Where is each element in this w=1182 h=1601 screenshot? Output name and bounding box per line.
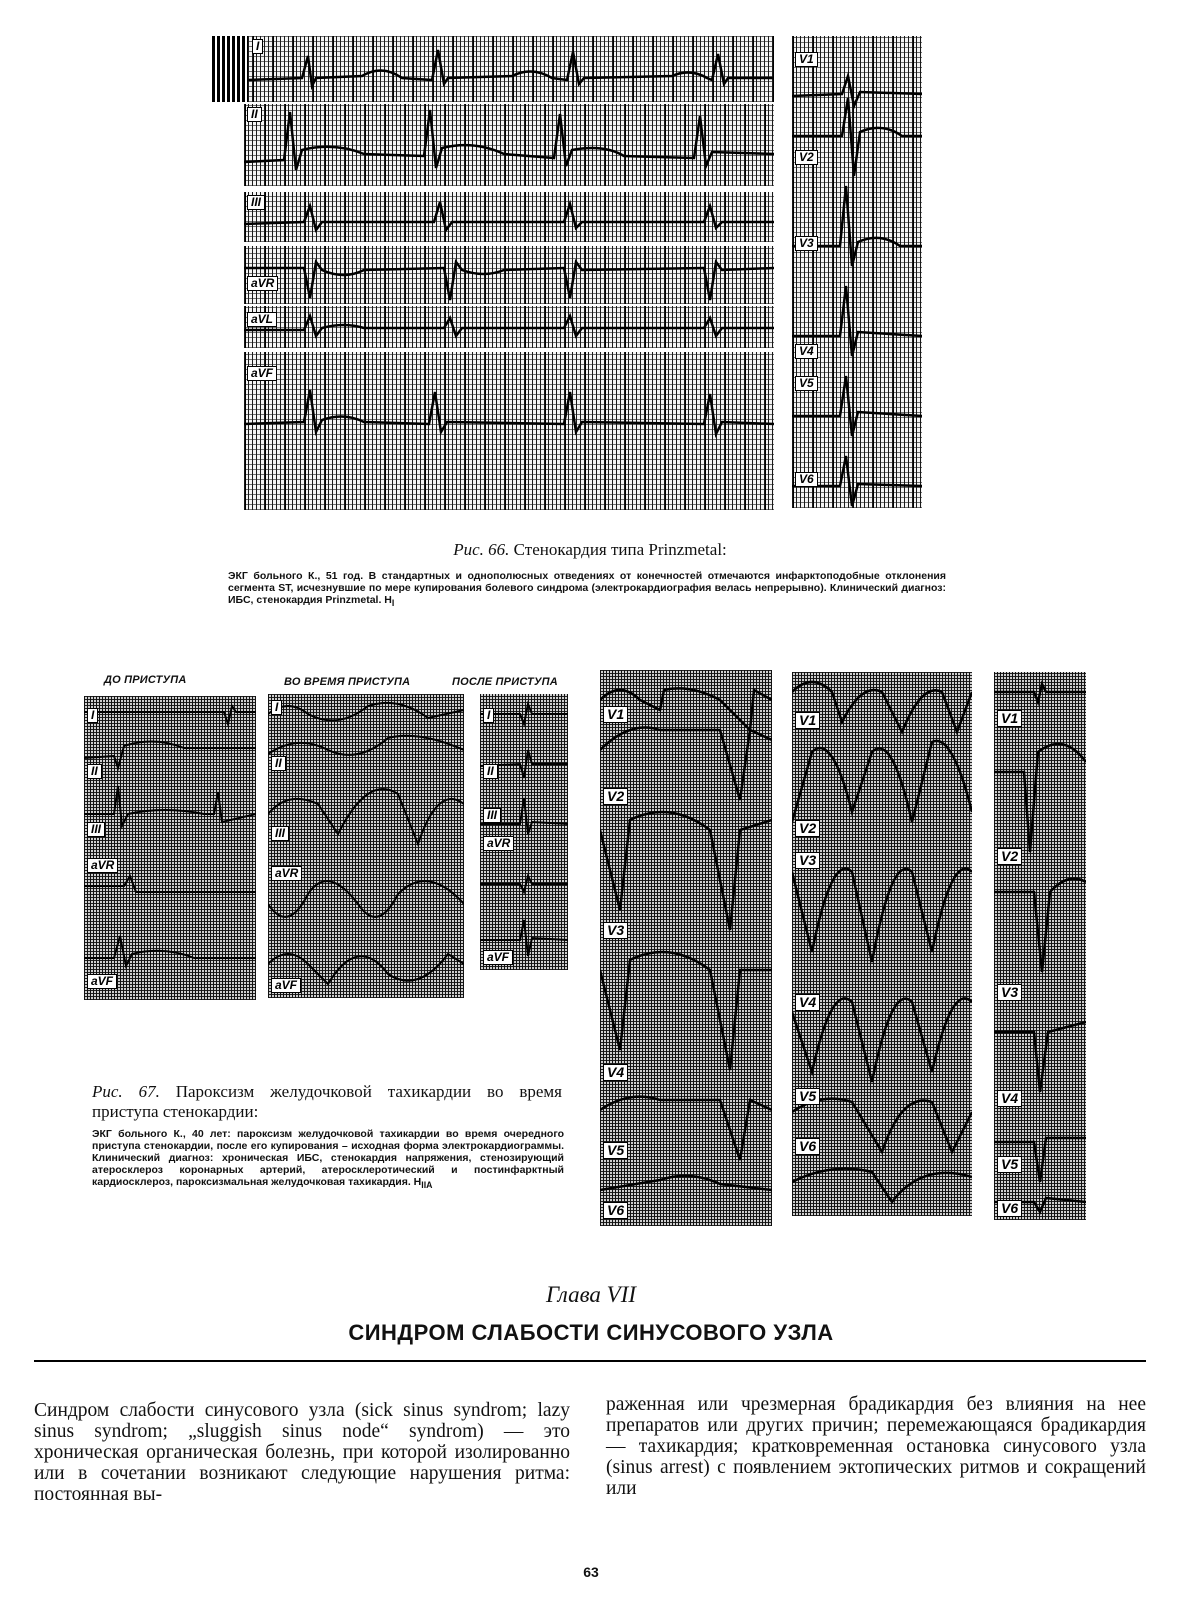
- lead-label: V1: [603, 706, 628, 723]
- figure-67-caption-body: [92, 1128, 564, 1191]
- ecg-trace: [212, 36, 774, 102]
- lead-label: aVR: [271, 866, 302, 881]
- lead-label: V5: [795, 1088, 820, 1105]
- ecg-strip-aVR: [244, 246, 774, 304]
- lead-label: V1: [997, 710, 1022, 727]
- caption-text: ЭКГ больного К., 51 год. В стандартных и однополюсных отведениях от конечностей отмечаются инфарктоподобные отклонения сегмента ST, исчезнувшие по мере купирования болевого синдрома (электрокардиография велась непрерывно). Клинический диагноз: ИБС, стенокардия Prinzmetal. H: [228, 570, 946, 606]
- ecg-chest-column: [792, 36, 922, 508]
- figure-66-caption-body: [228, 570, 946, 609]
- ecg-chest-after: [994, 672, 1086, 1220]
- lead-label: V2: [795, 150, 818, 165]
- lead-label: V2: [603, 788, 628, 805]
- lead-label: V6: [795, 1138, 820, 1155]
- lead-label: V5: [795, 376, 818, 391]
- lead-label: V3: [603, 922, 628, 939]
- lead-label: V3: [997, 984, 1022, 1001]
- figure-label: Рис. 67.: [92, 1082, 160, 1101]
- lead-label: I: [252, 39, 263, 54]
- lead-label: V4: [603, 1064, 628, 1081]
- ecg-before-attack: [84, 696, 256, 1000]
- ecg-trace: [244, 306, 774, 348]
- ecg-trace: [792, 36, 922, 508]
- header-before-attack: ДО ПРИСТУПА: [104, 674, 187, 686]
- lead-label: V5: [997, 1156, 1022, 1173]
- ecg-trace: [244, 192, 774, 242]
- ecg-chest-during: [792, 672, 972, 1216]
- ecg-trace: [792, 672, 972, 1216]
- lead-label: III: [483, 808, 501, 823]
- ecg-after-attack: [480, 694, 568, 970]
- lead-label: V3: [795, 236, 818, 251]
- lead-label: aVF: [483, 950, 513, 965]
- lead-label: aVF: [87, 974, 117, 989]
- figure-66-caption-title: [240, 540, 940, 560]
- lead-label: V2: [795, 820, 820, 837]
- ecg-trace: [244, 104, 774, 186]
- figure-label: Рис. 66.: [453, 540, 510, 559]
- caption-subscript: I: [391, 598, 395, 609]
- header-after-attack: ПОСЛЕ ПРИСТУПА: [452, 676, 558, 688]
- body-column-left: Синдром слабости синусового узла (sick sinus syndrom; lazy sinus syndrom; „sluggish sinus node“ syndrom) — это хроническая органическая болезнь, при которой изолированно или в сочетании возникают следующие нарушения ритма: постоянная вы-: [34, 1400, 570, 1505]
- figure-67-caption-title: [92, 1082, 562, 1122]
- ecg-strip-aVL: [244, 306, 774, 348]
- lead-label: II: [483, 764, 498, 779]
- ecg-during-attack: [268, 694, 464, 998]
- ecg-trace: [480, 694, 568, 970]
- lead-label: III: [247, 195, 265, 210]
- ecg-chest-before: [600, 670, 772, 1226]
- lead-label: V3: [795, 852, 820, 869]
- ecg-strip-aVF: [244, 352, 774, 510]
- lead-label: aVR: [87, 858, 118, 873]
- lead-label: aVR: [483, 836, 514, 851]
- chapter-label: Глава VII: [545, 1282, 637, 1307]
- lead-label: I: [271, 700, 282, 715]
- lead-label: V4: [795, 344, 818, 359]
- ecg-strip-III: [244, 192, 774, 242]
- lead-label: V6: [603, 1202, 628, 1219]
- caption-text: ЭКГ больного К., 40 лет: пароксизм желудочковой тахикардии во время очередного приступа стенокардии, после его купирования – исходная форма электрокардиограммы. Клинический диагноз: хроническая ИБС, стенокардия напряжения, стенозирующий атеросклероз коронарных артерий, атеросклеротический и постинфарктный кардиосклероз, пароксизмальная желудочковая тахикардия. H: [92, 1128, 564, 1188]
- lead-label: II: [247, 107, 262, 122]
- chapter-title: СИНДРОМ СЛАБОСТИ СИНУСОВОГО УЗЛА: [348, 1320, 834, 1345]
- lead-label: III: [271, 826, 289, 841]
- ecg-trace: [244, 246, 774, 304]
- lead-label: V1: [795, 712, 820, 729]
- figure-title: Пароксизм желудочковой тахикардии во время приступа стенокардии:: [92, 1082, 563, 1121]
- figure-title: Стенокардия типа Prinzmetal:: [513, 540, 727, 559]
- ecg-trace: [994, 672, 1086, 1220]
- lead-label: V4: [795, 994, 820, 1011]
- lead-label: III: [87, 822, 105, 837]
- lead-label: aVF: [271, 978, 301, 993]
- ecg-strip-II: [244, 104, 774, 186]
- lead-label: aVR: [247, 276, 278, 291]
- header-during-attack: ВО ВРЕМЯ ПРИСТУПА: [284, 676, 411, 688]
- lead-label: aVL: [247, 312, 277, 327]
- ecg-trace: [244, 352, 774, 510]
- caption-subscript: IIA: [421, 1180, 433, 1191]
- lead-label: II: [87, 764, 102, 779]
- ecg-trace: [84, 696, 256, 1000]
- divider: [34, 1360, 1146, 1362]
- lead-label: V5: [603, 1142, 628, 1159]
- ecg-trace: [268, 694, 464, 998]
- lead-label: V2: [997, 848, 1022, 865]
- lead-label: V4: [997, 1090, 1022, 1107]
- lead-label: I: [87, 708, 98, 723]
- body-column-right: раженная или чрезмерная брадикардия без влияния на нее препаратов или других причин; перемежающаяся брадикардия — тахикардия; кратковременная остановка синусового узла (sinus arrest) с появлением эктопических ритмов и сокращений или: [606, 1394, 1146, 1499]
- lead-label: II: [271, 756, 286, 771]
- lead-label: aVF: [247, 366, 277, 381]
- lead-label: V6: [795, 472, 818, 487]
- lead-label: I: [483, 708, 494, 723]
- lead-label: V6: [997, 1200, 1022, 1217]
- ecg-strip-I: [212, 36, 774, 102]
- page-number: 63: [583, 1564, 599, 1580]
- lead-label: V1: [795, 52, 818, 67]
